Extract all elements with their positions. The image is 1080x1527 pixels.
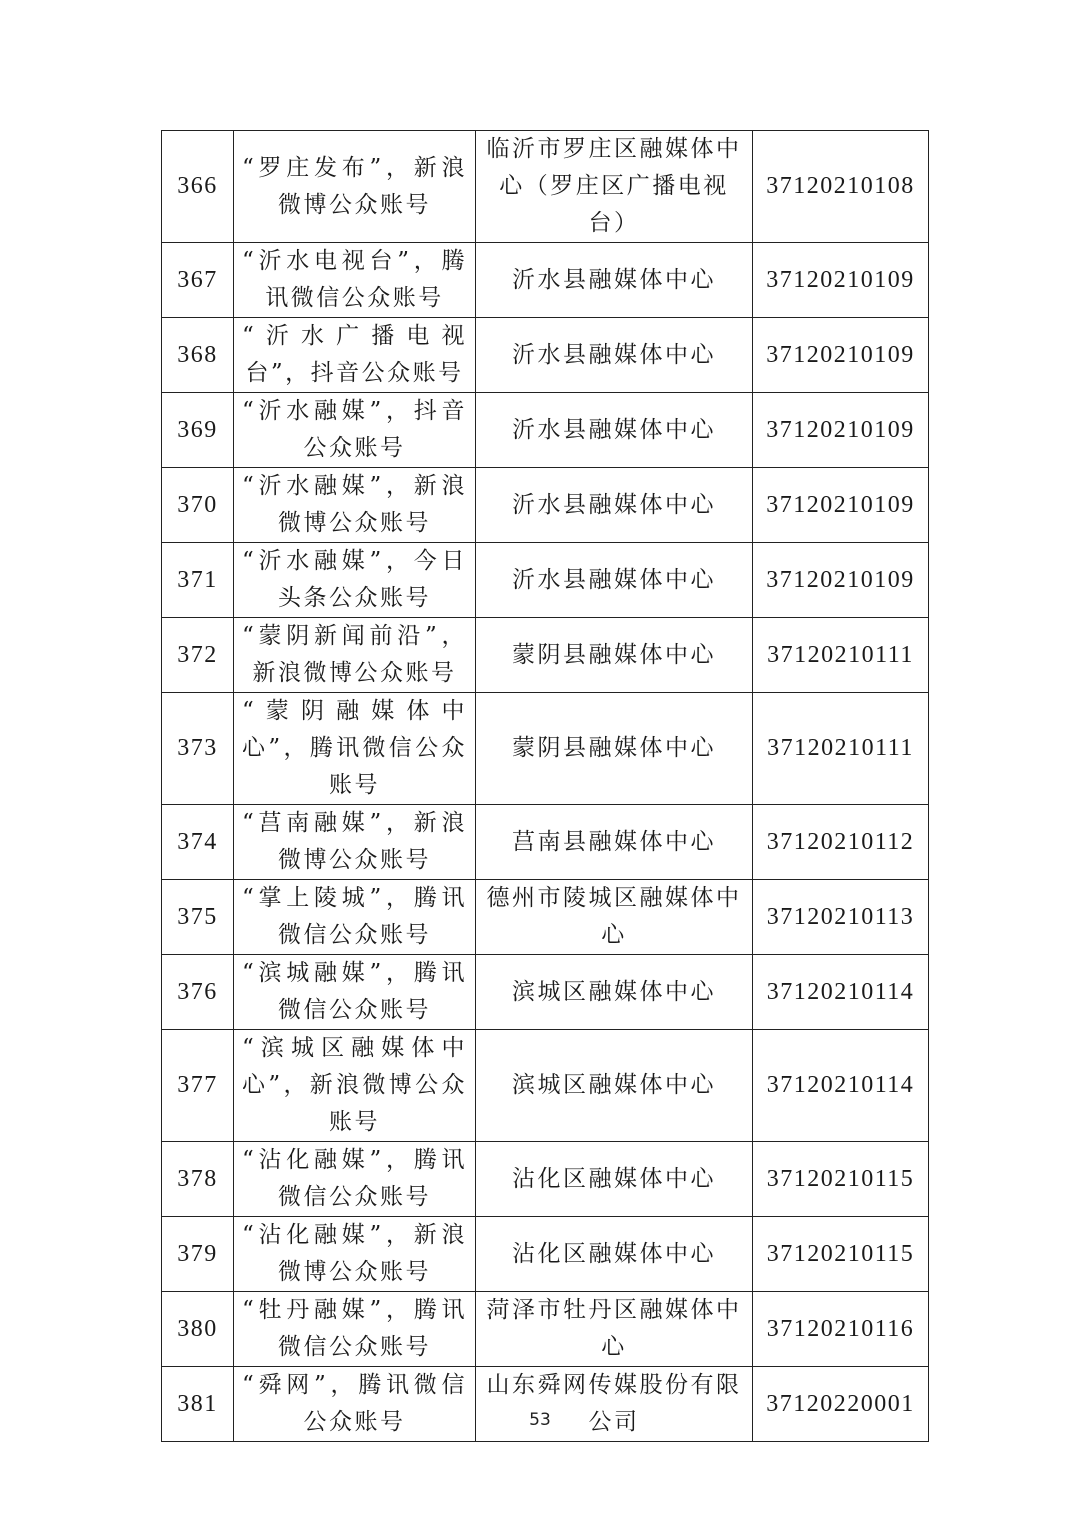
- row-number: 366: [162, 131, 234, 243]
- account-name: “罗庄发布”，新浪微博公众账号: [234, 131, 476, 243]
- row-number: 368: [162, 318, 234, 393]
- row-number: 372: [162, 618, 234, 693]
- table-row: [162, 693, 929, 805]
- table-row: [162, 543, 929, 618]
- organization: 滨城区融媒体中心: [476, 955, 753, 1030]
- account-name: “沂水融媒”，今日头条公众账号: [234, 543, 476, 618]
- account-name: “沂水电视台”，腾讯微信公众账号: [234, 243, 476, 318]
- table-row: [162, 468, 929, 543]
- table-row: [162, 318, 929, 393]
- account-name: “莒南融媒”，新浪微博公众账号: [234, 805, 476, 880]
- table-row: [162, 393, 929, 468]
- organization: 蒙阴县融媒体中心: [476, 693, 753, 805]
- registration-code: 37120210114: [753, 1030, 929, 1142]
- registration-code: 37120210116: [753, 1292, 929, 1367]
- row-number: 380: [162, 1292, 234, 1367]
- registration-code: 37120210114: [753, 955, 929, 1030]
- table-row: [162, 805, 929, 880]
- account-name: “滨城区融媒体中心”，新浪微博公众账号: [234, 1030, 476, 1142]
- account-name: “蒙阴融媒体中心”，腾讯微信公众账号: [234, 693, 476, 805]
- row-number: 374: [162, 805, 234, 880]
- table-row: [162, 1292, 929, 1367]
- organization: 德州市陵城区融媒体中心: [476, 880, 753, 955]
- table-row: [162, 1367, 929, 1442]
- organization: 沾化区融媒体中心: [476, 1142, 753, 1217]
- registry-table: [161, 130, 929, 1442]
- registration-code: 37120210115: [753, 1217, 929, 1292]
- organization: 临沂市罗庄区融媒体中心（罗庄区广播电视台）: [476, 131, 753, 243]
- registration-code: 37120210109: [753, 543, 929, 618]
- account-name: “沂水融媒”，抖音公众账号: [234, 393, 476, 468]
- row-number: 373: [162, 693, 234, 805]
- account-name: “沾化融媒”，新浪微博公众账号: [234, 1217, 476, 1292]
- organization: 沂水县融媒体中心: [476, 393, 753, 468]
- row-number: 375: [162, 880, 234, 955]
- registration-code: 37120210109: [753, 318, 929, 393]
- registration-code: 37120210109: [753, 468, 929, 543]
- registry-table-body: [162, 131, 929, 1442]
- row-number: 378: [162, 1142, 234, 1217]
- row-number: 376: [162, 955, 234, 1030]
- table-row: [162, 618, 929, 693]
- table-row: [162, 1142, 929, 1217]
- registration-code: 37120210112: [753, 805, 929, 880]
- row-number: 379: [162, 1217, 234, 1292]
- table-row: [162, 1217, 929, 1292]
- account-name: “舜网”，腾讯微信公众账号: [234, 1367, 476, 1442]
- row-number: 377: [162, 1030, 234, 1142]
- table-row: [162, 880, 929, 955]
- row-number: 367: [162, 243, 234, 318]
- registration-code: 37120210109: [753, 393, 929, 468]
- table-row: [162, 243, 929, 318]
- registration-code: 37120210111: [753, 693, 929, 805]
- table-row: [162, 955, 929, 1030]
- registration-code: 37120210111: [753, 618, 929, 693]
- table-row: [162, 131, 929, 243]
- row-number: 370: [162, 468, 234, 543]
- registration-code: 37120210109: [753, 243, 929, 318]
- page-number: 53: [529, 1410, 551, 1430]
- organization: 莒南县融媒体中心: [476, 805, 753, 880]
- organization: 沾化区融媒体中心: [476, 1217, 753, 1292]
- organization: 沂水县融媒体中心: [476, 468, 753, 543]
- registration-code: 37120210113: [753, 880, 929, 955]
- organization: 山东舜网传媒股份有限公司: [476, 1367, 753, 1442]
- row-number: 369: [162, 393, 234, 468]
- row-number: 371: [162, 543, 234, 618]
- account-name: “沾化融媒”，腾讯微信公众账号: [234, 1142, 476, 1217]
- row-number: 381: [162, 1367, 234, 1442]
- account-name: “沂水融媒”，新浪微博公众账号: [234, 468, 476, 543]
- account-name: “蒙阴新闻前沿”，新浪微博公众账号: [234, 618, 476, 693]
- registration-code: 37120210108: [753, 131, 929, 243]
- organization: 蒙阴县融媒体中心: [476, 618, 753, 693]
- organization: 沂水县融媒体中心: [476, 543, 753, 618]
- account-name: “滨城融媒”，腾讯微信公众账号: [234, 955, 476, 1030]
- table-row: [162, 1030, 929, 1142]
- registration-code: 37120210115: [753, 1142, 929, 1217]
- account-name: “沂水广播电视台”，抖音公众账号: [234, 318, 476, 393]
- registration-code: 37120220001: [753, 1367, 929, 1442]
- organization: 菏泽市牡丹区融媒体中心: [476, 1292, 753, 1367]
- organization: 沂水县融媒体中心: [476, 243, 753, 318]
- account-name: “牡丹融媒”，腾讯微信公众账号: [234, 1292, 476, 1367]
- organization: 滨城区融媒体中心: [476, 1030, 753, 1142]
- account-name: “掌上陵城”，腾讯微信公众账号: [234, 880, 476, 955]
- organization: 沂水县融媒体中心: [476, 318, 753, 393]
